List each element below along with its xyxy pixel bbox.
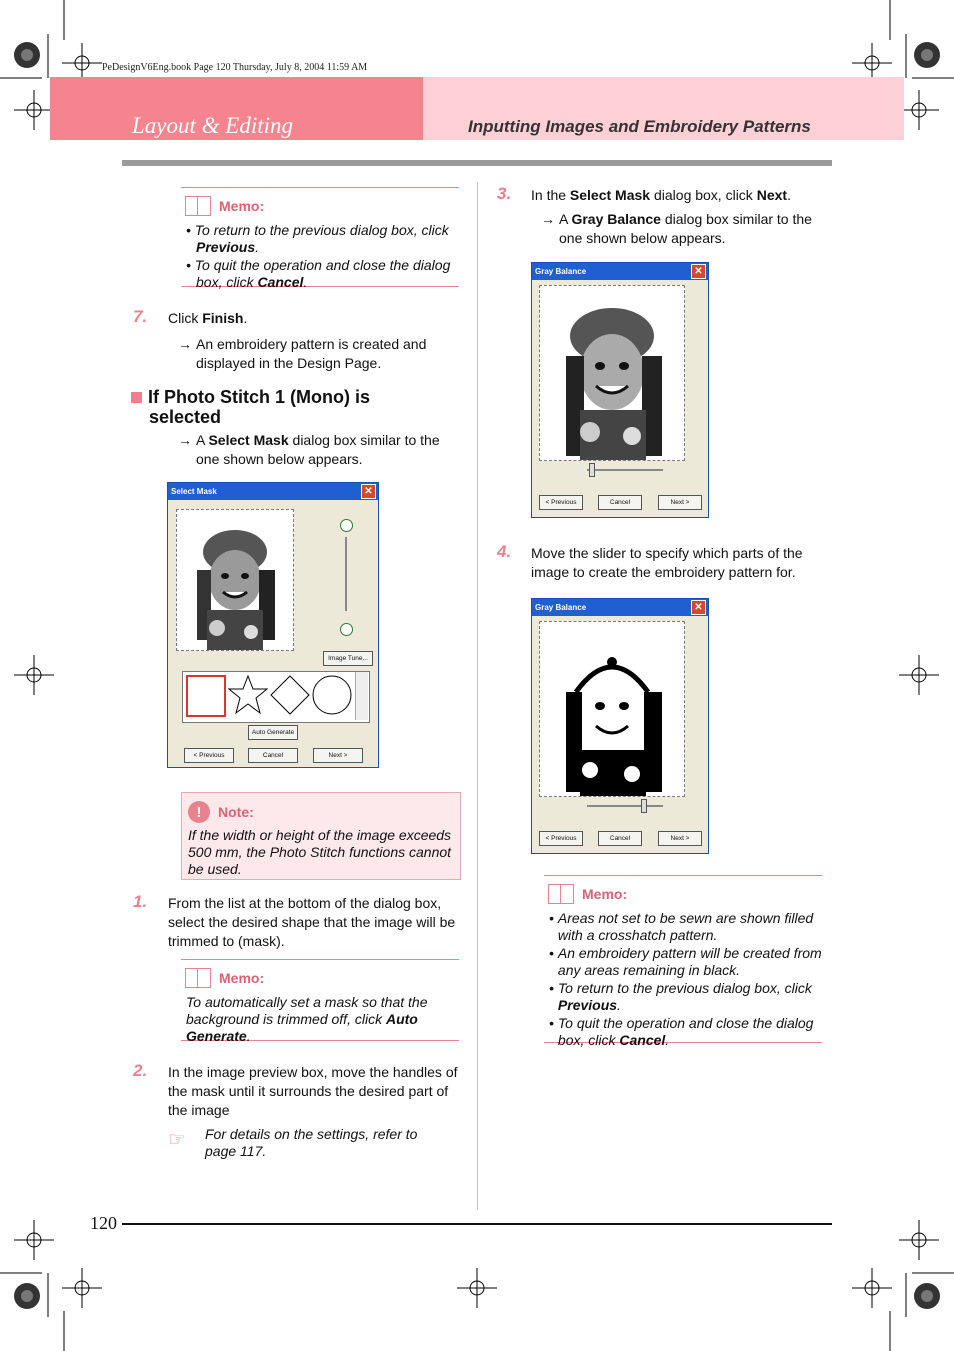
zoom-slider[interactable] <box>345 537 347 611</box>
shape-diamond-option[interactable] <box>270 675 310 715</box>
auto-generate-button[interactable]: Auto Generate <box>248 725 298 740</box>
previous-button[interactable]: < Previous <box>184 748 234 763</box>
image-preview-box[interactable] <box>176 509 294 651</box>
memo-book-icon <box>185 196 211 216</box>
previous-button[interactable]: < Previous <box>539 495 583 510</box>
color-bar-circle-top-left <box>14 42 40 68</box>
photo-girl-mono <box>177 510 293 650</box>
shape-star-option[interactable] <box>228 675 268 715</box>
heading-square-icon <box>131 392 142 403</box>
color-bar-circle-bottom-left <box>14 1283 40 1309</box>
image-preview-box <box>539 285 685 461</box>
list-scrollbar[interactable] <box>355 672 368 720</box>
slider-thumb[interactable] <box>589 463 595 477</box>
crosshair-mark-left-mid <box>14 655 54 695</box>
crosshair-mark-bottom-right <box>852 1268 892 1308</box>
slider-thumb[interactable] <box>641 799 647 813</box>
photo-girl-threshold <box>540 622 684 796</box>
step-number: 2. <box>133 1061 148 1080</box>
warning-icon: ! <box>188 801 210 823</box>
note-body: If the width or height of the image exceeds 500 mm, the Photo Stitch functions cannot be used. <box>188 827 452 877</box>
step-number: 3. <box>497 184 512 203</box>
step-2-text: In the image preview box, move the handles of the mask until it surrounds the desired part of the image <box>168 1064 458 1118</box>
memo-book-icon <box>185 968 211 988</box>
memo-bullet: • To quit the operation and close the dialog box, click Cancel. <box>549 1015 814 1048</box>
section-title: Layout & Editing <box>132 113 293 138</box>
section-heading: If Photo Stitch 1 (Mono) is selected <box>131 387 451 427</box>
next-button[interactable]: Next > <box>313 748 363 763</box>
color-bar-circle-bottom-right <box>914 1283 940 1309</box>
cancel-button[interactable]: Cancel <box>248 748 298 763</box>
gray-balance-dialog-2 <box>531 598 709 854</box>
zoom-in-icon[interactable] <box>340 519 353 532</box>
memo-line: • To quit the operation and close the dialog box, click Cancel. <box>186 257 451 290</box>
top-rule <box>122 160 832 166</box>
step-7-text: Click Finish. <box>168 310 248 326</box>
crosshair-mark-right-mid <box>899 655 939 695</box>
crosshair-mark-left-upper <box>14 90 54 130</box>
memo-box-auto-generate: Memo: To automatically set a mask so that the background is trimmed off, click Auto Generate. <box>181 959 459 1041</box>
step-3-text: In the Select Mask dialog box, click Next. <box>531 187 791 203</box>
column-divider <box>477 182 478 1210</box>
dialog-title-bar: Gray Balance ✕ <box>532 599 708 616</box>
gray-balance-result: → A Gray Balance dialog box similar to the one shown below appears. <box>541 211 812 246</box>
shape-rectangle-option[interactable] <box>186 675 226 717</box>
crosshair-mark-bottom-left <box>62 1268 102 1308</box>
step-7-result: → An embroidery pattern is created and displayed in the Design Page. <box>178 336 427 371</box>
close-icon[interactable]: ✕ <box>691 600 706 615</box>
pointing-hand-icon: ☞ <box>168 1129 186 1151</box>
image-preview-box <box>539 621 685 797</box>
gray-balance-dialog-1 <box>531 262 709 518</box>
topic-title: Inputting Images and Embroidery Patterns <box>468 117 811 136</box>
bottom-rule <box>122 1223 832 1225</box>
step-number: 4. <box>497 542 512 561</box>
file-info-line: PeDesignV6Eng.book Page 120 Thursday, July 8, 2004 11:59 AM <box>102 62 368 73</box>
memo-bullet: • Areas not set to be sewn are shown filled with a crosshatch pattern. <box>549 910 814 943</box>
crosshair-mark-left-lower <box>14 1220 54 1260</box>
memo-book-icon <box>548 884 574 904</box>
memo-bullet: • An embroidery pattern will be created from any areas remaining in black. <box>549 945 822 978</box>
photo-girl-gray <box>540 286 684 460</box>
cancel-button[interactable]: Cancel <box>598 831 642 846</box>
step-1-text: From the list at the bottom of the dialog box, select the desired shape that the image will be trimmed to (mask). <box>168 895 456 949</box>
step-number: 7. <box>133 307 148 326</box>
memo-line: To automatically set a mask so that the background is trimmed off, click Auto Generate. <box>186 994 428 1044</box>
cancel-button[interactable]: Cancel <box>598 495 642 510</box>
page-number: 120 <box>90 1213 117 1233</box>
note-box: ! Note: If the width or height of the image exceeds 500 mm, the Photo Stitch functions cannot be used. <box>181 792 461 880</box>
select-mask-dialog <box>167 482 379 768</box>
next-button[interactable]: Next > <box>658 495 702 510</box>
step-number: 1. <box>133 892 148 911</box>
color-bar-circle-top-right <box>914 42 940 68</box>
memo-line: • To return to the previous dialog box, click Previous. <box>186 222 449 255</box>
close-icon[interactable]: ✕ <box>691 264 706 279</box>
close-icon[interactable]: ✕ <box>361 484 376 499</box>
select-mask-result: → A Select Mask dialog box similar to the one shown below appears. <box>178 432 440 467</box>
memo-bullet: • To return to the previous dialog box, click Previous. <box>549 980 812 1013</box>
reference-text: For details on the settings, refer to page 117. <box>205 1126 418 1159</box>
memo-box-areas: Memo: • Areas not set to be sewn are shown filled with a crosshatch pattern. • An embroidery pattern will be created from any areas remaining in black. • To return to the previous dialog box, click Previous. • To quit the operation and close the dialog box, click Cancel. <box>544 875 822 1043</box>
crosshair-mark-right-upper <box>899 90 939 130</box>
dialog-title-bar: Gray Balance ✕ <box>532 263 708 280</box>
previous-button[interactable]: < Previous <box>539 831 583 846</box>
zoom-out-icon[interactable] <box>340 623 353 636</box>
shape-circle-option[interactable] <box>312 675 352 715</box>
threshold-slider[interactable] <box>587 469 663 471</box>
crosshair-mark-bottom-center <box>457 1268 497 1308</box>
memo-box-previous-cancel: Memo: • To return to the previous dialog box, click Previous. • To quit the operation and close the dialog box, click Cancel. <box>181 187 459 287</box>
image-tune-button[interactable]: Image Tune... <box>323 651 373 666</box>
next-button[interactable]: Next > <box>658 831 702 846</box>
step-4-text: Move the slider to specify which parts of the image to create the embroidery pattern for. <box>531 545 803 580</box>
mask-shape-list[interactable] <box>182 671 370 723</box>
dialog-title-bar: Select Mask ✕ <box>168 483 378 500</box>
threshold-slider[interactable] <box>587 805 663 807</box>
crosshair-mark-right-lower <box>899 1220 939 1260</box>
